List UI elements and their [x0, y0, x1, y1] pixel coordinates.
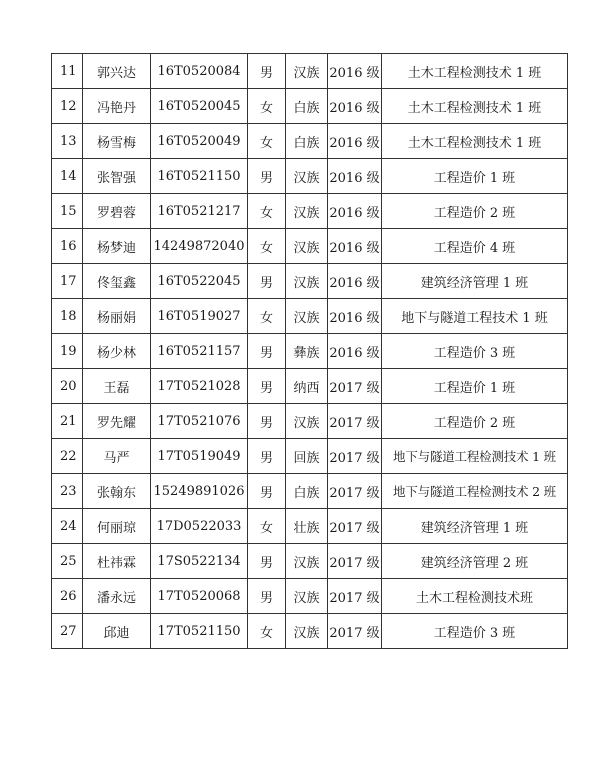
- grade-cell: 2017 级: [328, 614, 382, 649]
- row-number-cell: 22: [52, 439, 83, 474]
- table-row: [52, 89, 568, 124]
- ethnicity-cell: 白族: [286, 474, 328, 509]
- ethnicity-cell: 汉族: [286, 194, 328, 229]
- grade-cell: 2016 级: [328, 334, 382, 369]
- gender-cell: 女: [248, 89, 286, 124]
- table-row: [52, 124, 568, 159]
- gender-cell: 男: [248, 439, 286, 474]
- row-number-cell: 27: [52, 614, 83, 649]
- ethnicity-cell: 壮族: [286, 509, 328, 544]
- student-id-cell: 16T0521157: [151, 334, 248, 369]
- gender-cell: 女: [248, 194, 286, 229]
- table-row: [52, 614, 568, 649]
- gender-cell: 男: [248, 334, 286, 369]
- student-id-cell: 17T0521150: [151, 614, 248, 649]
- class-cell: 工程造价 2 班: [382, 404, 568, 439]
- table-row: [52, 159, 568, 194]
- row-number-cell: 11: [52, 54, 83, 89]
- ethnicity-cell: 回族: [286, 439, 328, 474]
- grade-cell: 2017 级: [328, 369, 382, 404]
- ethnicity-cell: 白族: [286, 89, 328, 124]
- student-id-cell: 16T0521217: [151, 194, 248, 229]
- class-cell: 土木工程检测技术 1 班: [382, 89, 568, 124]
- gender-cell: 男: [248, 264, 286, 299]
- table-row: [52, 334, 568, 369]
- table-row: [52, 509, 568, 544]
- student-id-cell: 16T0519027: [151, 299, 248, 334]
- row-number-cell: 14: [52, 159, 83, 194]
- student-id-cell: 16T0520084: [151, 54, 248, 89]
- class-cell: 土木工程检测技术 1 班: [382, 124, 568, 159]
- student-name-cell: 杨梦迪: [83, 229, 151, 264]
- student-name-cell: 杨少林: [83, 334, 151, 369]
- student-name-cell: 佟玺鑫: [83, 264, 151, 299]
- ethnicity-cell: 汉族: [286, 404, 328, 439]
- student-name-cell: 郭兴达: [83, 54, 151, 89]
- student-id-cell: 17T0520068: [151, 579, 248, 614]
- table-row: [52, 544, 568, 579]
- ethnicity-cell: 彝族: [286, 334, 328, 369]
- table-row: [52, 579, 568, 614]
- row-number-cell: 16: [52, 229, 83, 264]
- gender-cell: 男: [248, 579, 286, 614]
- student-id-cell: 15249891026: [151, 474, 248, 509]
- grade-cell: 2016 级: [328, 264, 382, 299]
- grade-cell: 2016 级: [328, 124, 382, 159]
- table-row: [52, 194, 568, 229]
- grade-cell: 2016 级: [328, 299, 382, 334]
- grade-cell: 2017 级: [328, 509, 382, 544]
- class-cell: 工程造价 4 班: [382, 229, 568, 264]
- grade-cell: 2017 级: [328, 544, 382, 579]
- grade-cell: 2016 级: [328, 194, 382, 229]
- table-row: [52, 264, 568, 299]
- table-row: [52, 474, 568, 509]
- grade-cell: 2016 级: [328, 159, 382, 194]
- gender-cell: 男: [248, 474, 286, 509]
- grade-cell: 2017 级: [328, 404, 382, 439]
- student-name-cell: 邱迪: [83, 614, 151, 649]
- class-cell: 地下与隧道工程技术 1 班: [382, 299, 568, 334]
- student-id-cell: 17S0522134: [151, 544, 248, 579]
- student-name-cell: 杜祎霖: [83, 544, 151, 579]
- student-roster-table: [51, 53, 568, 649]
- student-name-cell: 杨雪梅: [83, 124, 151, 159]
- table-row: [52, 404, 568, 439]
- student-id-cell: 14249872040: [151, 229, 248, 264]
- class-cell: 建筑经济管理 1 班: [382, 264, 568, 299]
- student-name-cell: 杨丽娟: [83, 299, 151, 334]
- grade-cell: 2016 级: [328, 54, 382, 89]
- student-name-cell: 何丽琼: [83, 509, 151, 544]
- ethnicity-cell: 汉族: [286, 614, 328, 649]
- table-row: [52, 439, 568, 474]
- ethnicity-cell: 汉族: [286, 159, 328, 194]
- gender-cell: 男: [248, 54, 286, 89]
- row-number-cell: 24: [52, 509, 83, 544]
- gender-cell: 男: [248, 369, 286, 404]
- row-number-cell: 21: [52, 404, 83, 439]
- grade-cell: 2017 级: [328, 579, 382, 614]
- row-number-cell: 23: [52, 474, 83, 509]
- class-cell: 地下与隧道工程检测技术 2 班: [382, 474, 568, 509]
- row-number-cell: 15: [52, 194, 83, 229]
- student-id-cell: 16T0521150: [151, 159, 248, 194]
- table-row: [52, 229, 568, 264]
- class-cell: 建筑经济管理 2 班: [382, 544, 568, 579]
- student-name-cell: 冯艳丹: [83, 89, 151, 124]
- student-id-cell: 17T0519049: [151, 439, 248, 474]
- table-row: [52, 299, 568, 334]
- row-number-cell: 18: [52, 299, 83, 334]
- class-cell: 工程造价 1 班: [382, 159, 568, 194]
- row-number-cell: 26: [52, 579, 83, 614]
- class-cell: 地下与隧道工程检测技术 1 班: [382, 439, 568, 474]
- gender-cell: 男: [248, 544, 286, 579]
- class-cell: 工程造价 3 班: [382, 614, 568, 649]
- ethnicity-cell: 汉族: [286, 579, 328, 614]
- row-number-cell: 20: [52, 369, 83, 404]
- table-row: [52, 54, 568, 89]
- grade-cell: 2017 级: [328, 474, 382, 509]
- row-number-cell: 12: [52, 89, 83, 124]
- ethnicity-cell: 汉族: [286, 299, 328, 334]
- student-name-cell: 罗碧蓉: [83, 194, 151, 229]
- student-id-cell: 17T0521076: [151, 404, 248, 439]
- student-id-cell: 17T0521028: [151, 369, 248, 404]
- student-name-cell: 张智强: [83, 159, 151, 194]
- class-cell: 工程造价 3 班: [382, 334, 568, 369]
- student-id-cell: 16T0522045: [151, 264, 248, 299]
- gender-cell: 男: [248, 159, 286, 194]
- row-number-cell: 19: [52, 334, 83, 369]
- student-id-cell: 16T0520045: [151, 89, 248, 124]
- student-name-cell: 马严: [83, 439, 151, 474]
- gender-cell: 女: [248, 229, 286, 264]
- grade-cell: 2016 级: [328, 229, 382, 264]
- student-id-cell: 16T0520049: [151, 124, 248, 159]
- ethnicity-cell: 汉族: [286, 54, 328, 89]
- row-number-cell: 25: [52, 544, 83, 579]
- gender-cell: 女: [248, 614, 286, 649]
- row-number-cell: 17: [52, 264, 83, 299]
- ethnicity-cell: 汉族: [286, 264, 328, 299]
- ethnicity-cell: 汉族: [286, 544, 328, 579]
- student-name-cell: 张翰东: [83, 474, 151, 509]
- grade-cell: 2016 级: [328, 89, 382, 124]
- class-cell: 工程造价 2 班: [382, 194, 568, 229]
- student-id-cell: 17D0522033: [151, 509, 248, 544]
- table-row: [52, 369, 568, 404]
- student-name-cell: 王磊: [83, 369, 151, 404]
- row-number-cell: 13: [52, 124, 83, 159]
- ethnicity-cell: 白族: [286, 124, 328, 159]
- class-cell: 建筑经济管理 1 班: [382, 509, 568, 544]
- grade-cell: 2017 级: [328, 439, 382, 474]
- student-name-cell: 潘永远: [83, 579, 151, 614]
- gender-cell: 女: [248, 124, 286, 159]
- gender-cell: 女: [248, 509, 286, 544]
- gender-cell: 女: [248, 299, 286, 334]
- ethnicity-cell: 汉族: [286, 229, 328, 264]
- class-cell: 工程造价 1 班: [382, 369, 568, 404]
- ethnicity-cell: 纳西: [286, 369, 328, 404]
- gender-cell: 男: [248, 404, 286, 439]
- class-cell: 土木工程检测技术 1 班: [382, 54, 568, 89]
- roster-body: [52, 54, 568, 649]
- student-name-cell: 罗先耀: [83, 404, 151, 439]
- class-cell: 土木工程检测技术班: [382, 579, 568, 614]
